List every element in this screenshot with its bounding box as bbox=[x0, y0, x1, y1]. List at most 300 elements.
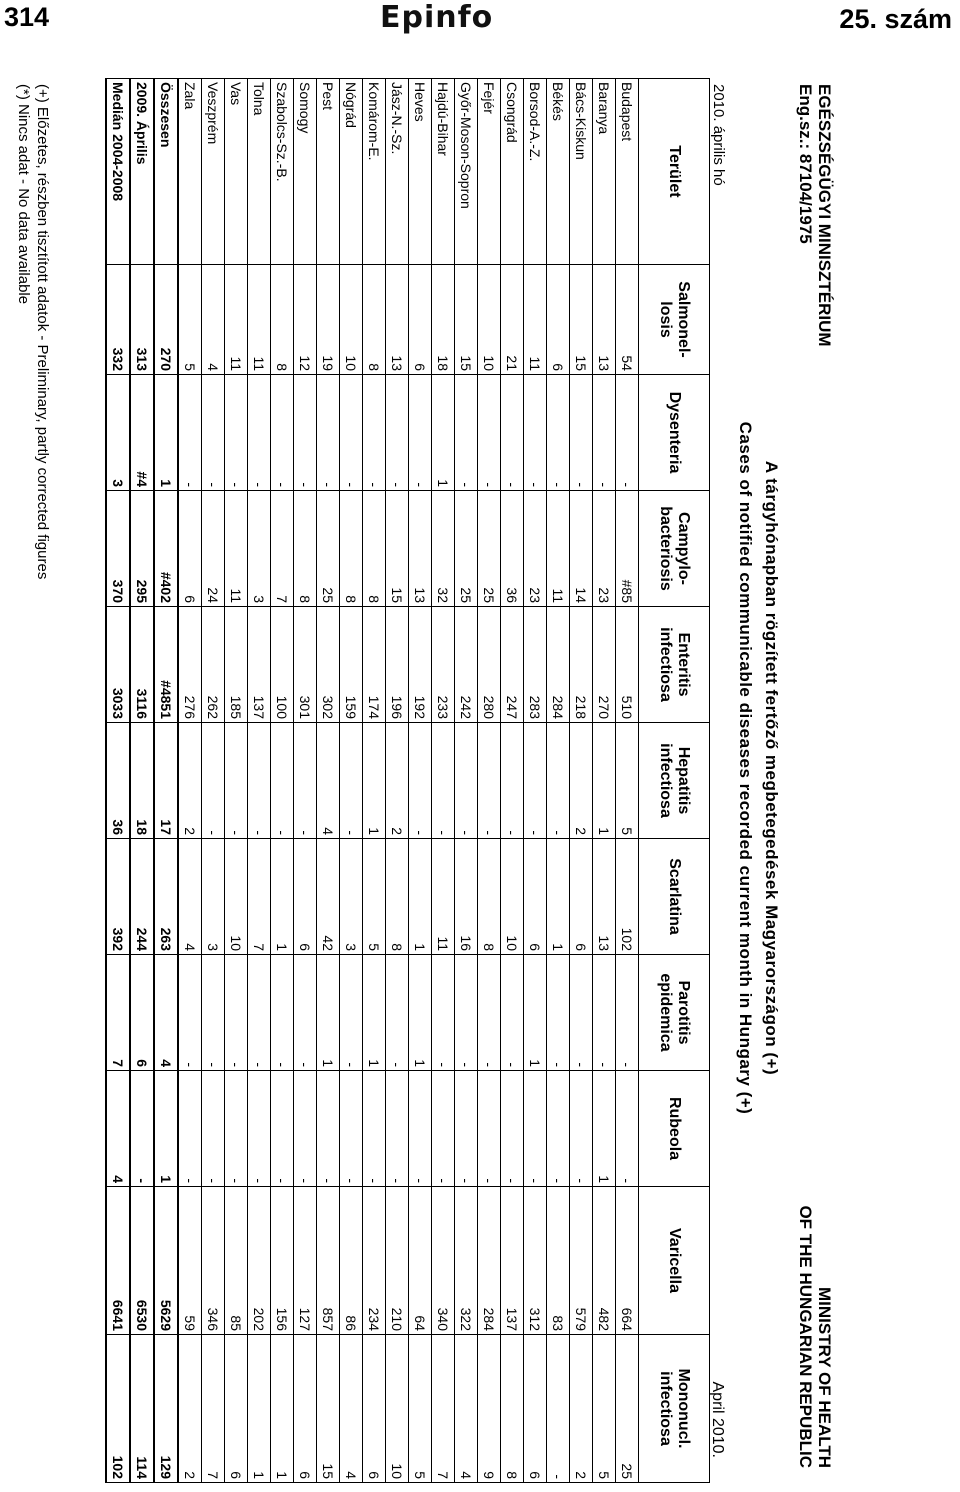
value-cell: 6 bbox=[409, 265, 432, 375]
total-row bbox=[154, 79, 178, 1483]
value-cell: 244 bbox=[130, 839, 154, 955]
value-cell: - bbox=[294, 723, 317, 839]
value-cell: 11 bbox=[225, 265, 248, 375]
table-row bbox=[178, 79, 202, 1483]
table-header-row bbox=[639, 79, 710, 1483]
table-row bbox=[593, 79, 616, 1483]
area-name-cell: Bács-Kiskun bbox=[570, 79, 593, 265]
value-cell: 7 bbox=[271, 491, 294, 607]
value-cell: - bbox=[501, 375, 524, 491]
value-cell: 1 bbox=[593, 1071, 616, 1187]
table-row bbox=[501, 79, 524, 1483]
value-cell: - bbox=[178, 955, 202, 1071]
value-cell: 6 bbox=[524, 839, 547, 955]
value-cell: - bbox=[248, 955, 271, 1071]
value-cell: #4851 bbox=[154, 607, 178, 723]
value-cell: - bbox=[178, 375, 202, 491]
table-row bbox=[547, 79, 570, 1483]
rotated-document bbox=[0, 44, 960, 1492]
value-cell: 1 bbox=[432, 375, 455, 491]
value-cell: - bbox=[340, 1071, 363, 1187]
value-cell: 270 bbox=[154, 265, 178, 375]
value-cell: 4 bbox=[178, 839, 202, 955]
value-cell: 11 bbox=[524, 265, 547, 375]
value-cell: 137 bbox=[501, 1187, 524, 1335]
area-name-cell: Somogy bbox=[294, 79, 317, 265]
value-cell: 159 bbox=[340, 607, 363, 723]
value-cell: 21 bbox=[501, 265, 524, 375]
table-row bbox=[340, 79, 363, 1483]
value-cell: - bbox=[202, 1071, 225, 1187]
value-cell: 1 bbox=[593, 723, 616, 839]
table-row bbox=[363, 79, 386, 1483]
ministry-en-block bbox=[796, 1205, 834, 1468]
value-cell: - bbox=[455, 955, 478, 1071]
value-cell: - bbox=[409, 1071, 432, 1187]
area-name-cell: Zala bbox=[178, 79, 202, 265]
table-row bbox=[455, 79, 478, 1483]
value-cell: - bbox=[570, 1071, 593, 1187]
area-name-cell: Csongrád bbox=[501, 79, 524, 265]
table-row bbox=[524, 79, 547, 1483]
value-cell: 2 bbox=[178, 723, 202, 839]
value-cell: - bbox=[340, 723, 363, 839]
area-name-cell: Veszprém bbox=[202, 79, 225, 265]
value-cell: 102 bbox=[616, 839, 639, 955]
value-cell: - bbox=[570, 375, 593, 491]
value-cell: 1 bbox=[154, 375, 178, 491]
footnote-no-data: (*) Nincs adat - No data available bbox=[15, 84, 32, 305]
journal-logo: Epinfo bbox=[380, 0, 494, 35]
value-cell: 312 bbox=[524, 1187, 547, 1335]
value-cell: - bbox=[547, 1071, 570, 1187]
value-cell: 280 bbox=[478, 607, 501, 723]
area-name-cell: Győr-Moson-Sopron bbox=[455, 79, 478, 265]
value-cell: 9 bbox=[478, 1335, 501, 1483]
value-cell: 302 bbox=[317, 607, 340, 723]
value-cell: 5 bbox=[363, 839, 386, 955]
value-cell: 5629 bbox=[154, 1187, 178, 1335]
ministry-hu-block bbox=[796, 84, 834, 347]
value-cell: 4 bbox=[154, 955, 178, 1071]
value-cell: - bbox=[409, 723, 432, 839]
value-cell: 10 bbox=[386, 1335, 409, 1483]
area-name-cell: Heves bbox=[409, 79, 432, 265]
value-cell: 192 bbox=[409, 607, 432, 723]
value-cell: 10 bbox=[340, 265, 363, 375]
value-cell: - bbox=[271, 375, 294, 491]
value-cell: 6 bbox=[363, 1335, 386, 1483]
value-cell: 370 bbox=[106, 491, 130, 607]
value-cell: - bbox=[455, 375, 478, 491]
value-cell: - bbox=[248, 1071, 271, 1187]
document-title bbox=[732, 44, 784, 1492]
value-cell: 5 bbox=[409, 1335, 432, 1483]
value-cell: 346 bbox=[202, 1187, 225, 1335]
value-cell: 1 bbox=[248, 1335, 271, 1483]
value-cell: 1 bbox=[363, 955, 386, 1071]
column-header: Dysenteria bbox=[639, 375, 710, 491]
value-cell: 8 bbox=[363, 491, 386, 607]
value-cell: 202 bbox=[248, 1187, 271, 1335]
table-row bbox=[248, 79, 271, 1483]
value-cell: 129 bbox=[154, 1335, 178, 1483]
table-row bbox=[570, 79, 593, 1483]
value-cell: 5 bbox=[616, 723, 639, 839]
value-cell: 8 bbox=[340, 491, 363, 607]
title-en: Cases of notified communicable diseases recorded current month in Hungary (+) bbox=[736, 421, 755, 1115]
ministry-en-line-1: MINISTRY OF HEALTH bbox=[815, 1286, 834, 1468]
value-cell: 4 bbox=[340, 1335, 363, 1483]
table-body bbox=[106, 79, 639, 1483]
value-cell: 25 bbox=[317, 491, 340, 607]
value-cell: - bbox=[547, 375, 570, 491]
value-cell: 10 bbox=[501, 839, 524, 955]
value-cell: - bbox=[501, 723, 524, 839]
previous-year-row bbox=[130, 79, 154, 1483]
value-cell: 15 bbox=[455, 265, 478, 375]
value-cell: - bbox=[524, 1071, 547, 1187]
area-name-cell: Fejér bbox=[478, 79, 501, 265]
value-cell: 32 bbox=[432, 491, 455, 607]
value-cell: - bbox=[202, 375, 225, 491]
value-cell: 210 bbox=[386, 1187, 409, 1335]
value-cell: 14 bbox=[570, 491, 593, 607]
value-cell: #4 bbox=[130, 375, 154, 491]
value-cell: 59 bbox=[178, 1187, 202, 1335]
value-cell: 137 bbox=[248, 607, 271, 723]
column-header: Parotitis epidemica bbox=[639, 955, 710, 1071]
value-cell: - bbox=[501, 1071, 524, 1187]
value-cell: 510 bbox=[616, 607, 639, 723]
value-cell: 284 bbox=[478, 1187, 501, 1335]
value-cell: 23 bbox=[593, 491, 616, 607]
value-cell: 17 bbox=[154, 723, 178, 839]
value-cell: - bbox=[271, 723, 294, 839]
value-cell: 3 bbox=[248, 491, 271, 607]
value-cell: - bbox=[294, 375, 317, 491]
area-name-cell: Borsod-A.-Z. bbox=[524, 79, 547, 265]
value-cell: 3116 bbox=[130, 607, 154, 723]
value-cell: - bbox=[478, 955, 501, 1071]
area-name-cell: Medián 2004-2008 bbox=[106, 79, 130, 265]
value-cell: 340 bbox=[432, 1187, 455, 1335]
value-cell: 322 bbox=[455, 1187, 478, 1335]
value-cell: 18 bbox=[130, 723, 154, 839]
value-cell: 15 bbox=[317, 1335, 340, 1483]
value-cell: - bbox=[386, 375, 409, 491]
value-cell: 6530 bbox=[130, 1187, 154, 1335]
value-cell: #85 bbox=[616, 491, 639, 607]
column-header: Mononucl. infectiosa bbox=[639, 1335, 710, 1483]
value-cell: - bbox=[478, 375, 501, 491]
value-cell: - bbox=[455, 1071, 478, 1187]
value-cell: - bbox=[178, 1071, 202, 1187]
value-cell: 11 bbox=[432, 839, 455, 955]
area-name-cell: Tolna bbox=[248, 79, 271, 265]
value-cell: - bbox=[248, 375, 271, 491]
value-cell: 1 bbox=[409, 955, 432, 1071]
value-cell: - bbox=[340, 955, 363, 1071]
value-cell: 114 bbox=[130, 1335, 154, 1483]
value-cell: 233 bbox=[432, 607, 455, 723]
value-cell: - bbox=[386, 955, 409, 1071]
value-cell: 3033 bbox=[106, 607, 130, 723]
value-cell: 6 bbox=[178, 491, 202, 607]
value-cell: 25 bbox=[616, 1335, 639, 1483]
value-cell: 6 bbox=[130, 955, 154, 1071]
value-cell: 1 bbox=[524, 955, 547, 1071]
value-cell: 6 bbox=[225, 1335, 248, 1483]
table-row bbox=[225, 79, 248, 1483]
value-cell: 1 bbox=[363, 723, 386, 839]
value-cell: 1 bbox=[547, 839, 570, 955]
value-cell: 1 bbox=[271, 839, 294, 955]
value-cell: 15 bbox=[570, 265, 593, 375]
value-cell: 6 bbox=[294, 839, 317, 955]
value-cell: 18 bbox=[432, 265, 455, 375]
value-cell: 6 bbox=[294, 1335, 317, 1483]
value-cell: 24 bbox=[202, 491, 225, 607]
value-cell: - bbox=[225, 375, 248, 491]
value-cell: 7 bbox=[202, 1335, 225, 1483]
value-cell: - bbox=[225, 1071, 248, 1187]
table-row bbox=[432, 79, 455, 1483]
value-cell: - bbox=[386, 1071, 409, 1187]
disease-table bbox=[105, 78, 710, 1483]
value-cell: 5 bbox=[593, 1335, 616, 1483]
value-cell: 54 bbox=[616, 265, 639, 375]
value-cell: - bbox=[225, 955, 248, 1071]
value-cell: - bbox=[432, 723, 455, 839]
value-cell: 242 bbox=[455, 607, 478, 723]
table-row bbox=[317, 79, 340, 1483]
value-cell: 13 bbox=[593, 839, 616, 955]
value-cell: - bbox=[616, 955, 639, 1071]
value-cell: 3 bbox=[106, 375, 130, 491]
value-cell: - bbox=[225, 723, 248, 839]
area-name-cell: Jász-N.-Sz. bbox=[386, 79, 409, 265]
value-cell: 247 bbox=[501, 607, 524, 723]
area-name-cell: Vas bbox=[225, 79, 248, 265]
value-cell: 263 bbox=[154, 839, 178, 955]
value-cell: - bbox=[317, 375, 340, 491]
value-cell: 11 bbox=[248, 265, 271, 375]
value-cell: - bbox=[478, 1071, 501, 1187]
value-cell: - bbox=[524, 723, 547, 839]
value-cell: 218 bbox=[570, 607, 593, 723]
value-cell: - bbox=[570, 955, 593, 1071]
value-cell: - bbox=[202, 955, 225, 1071]
value-cell: 1 bbox=[271, 1335, 294, 1483]
value-cell: 196 bbox=[386, 607, 409, 723]
table-row bbox=[202, 79, 225, 1483]
value-cell: 301 bbox=[294, 607, 317, 723]
value-cell: 3 bbox=[202, 839, 225, 955]
value-cell: - bbox=[524, 375, 547, 491]
value-cell: 16 bbox=[455, 839, 478, 955]
value-cell: - bbox=[202, 723, 225, 839]
table-row bbox=[478, 79, 501, 1483]
value-cell: 4 bbox=[455, 1335, 478, 1483]
value-cell: 313 bbox=[130, 265, 154, 375]
column-header: Terület bbox=[639, 79, 710, 265]
value-cell: 10 bbox=[478, 265, 501, 375]
value-cell: 234 bbox=[363, 1187, 386, 1335]
area-name-cell: Komárom-E. bbox=[363, 79, 386, 265]
value-cell: 25 bbox=[478, 491, 501, 607]
table-row bbox=[271, 79, 294, 1483]
value-cell: 42 bbox=[317, 839, 340, 955]
table-row bbox=[386, 79, 409, 1483]
value-cell: 1 bbox=[409, 839, 432, 955]
footnotes bbox=[14, 84, 52, 579]
column-header: Rubeola bbox=[639, 1071, 710, 1187]
value-cell: 19 bbox=[317, 265, 340, 375]
value-cell: 15 bbox=[386, 491, 409, 607]
median-row bbox=[106, 79, 130, 1483]
value-cell: 156 bbox=[271, 1187, 294, 1335]
value-cell: 276 bbox=[178, 607, 202, 723]
value-cell: 4 bbox=[106, 1071, 130, 1187]
value-cell: 4 bbox=[317, 723, 340, 839]
column-header: Campylo-bacteriosis bbox=[639, 491, 710, 607]
value-cell: 85 bbox=[225, 1187, 248, 1335]
registration-number: Eng.sz.: 87104/1975 bbox=[796, 84, 815, 244]
value-cell: - bbox=[294, 1071, 317, 1187]
area-name-cell: Hajdú-Bihar bbox=[432, 79, 455, 265]
column-header: Varicella bbox=[639, 1187, 710, 1335]
area-name-cell: Baranya bbox=[593, 79, 616, 265]
value-cell: - bbox=[294, 955, 317, 1071]
value-cell: 86 bbox=[340, 1187, 363, 1335]
value-cell: 2 bbox=[178, 1335, 202, 1483]
value-cell: - bbox=[432, 955, 455, 1071]
value-cell: 295 bbox=[130, 491, 154, 607]
area-name-cell: Szabolcs-Sz.-B. bbox=[271, 79, 294, 265]
issue-number: 25. szám bbox=[839, 4, 952, 34]
area-name-cell: Nógrád bbox=[340, 79, 363, 265]
value-cell: 1 bbox=[317, 955, 340, 1071]
column-header: Scarlatina bbox=[639, 839, 710, 955]
value-cell: - bbox=[248, 723, 271, 839]
value-cell: 100 bbox=[271, 607, 294, 723]
value-cell: 174 bbox=[363, 607, 386, 723]
value-cell: 7 bbox=[248, 839, 271, 955]
value-cell: 4 bbox=[202, 265, 225, 375]
value-cell: - bbox=[616, 375, 639, 491]
value-cell: 13 bbox=[593, 265, 616, 375]
column-header: Enteritis infectiosa bbox=[639, 607, 710, 723]
value-cell: 5 bbox=[178, 265, 202, 375]
value-cell: - bbox=[547, 723, 570, 839]
value-cell: - bbox=[478, 723, 501, 839]
value-cell: 8 bbox=[501, 1335, 524, 1483]
value-cell: - bbox=[363, 375, 386, 491]
value-cell: 579 bbox=[570, 1187, 593, 1335]
value-cell: 185 bbox=[225, 607, 248, 723]
area-name-cell: Pest bbox=[317, 79, 340, 265]
column-header: Hepatitis infectiosa bbox=[639, 723, 710, 839]
value-cell: 12 bbox=[294, 265, 317, 375]
value-cell: 127 bbox=[294, 1187, 317, 1335]
value-cell: 3 bbox=[340, 839, 363, 955]
value-cell: - bbox=[593, 375, 616, 491]
value-cell: - bbox=[547, 955, 570, 1071]
value-cell: 2 bbox=[570, 723, 593, 839]
value-cell: 6 bbox=[570, 839, 593, 955]
column-header: Salmonel-losis bbox=[639, 265, 710, 375]
value-cell: 857 bbox=[317, 1187, 340, 1335]
value-cell: 2 bbox=[570, 1335, 593, 1483]
value-cell: 11 bbox=[225, 491, 248, 607]
area-name-cell: Békés bbox=[547, 79, 570, 265]
value-cell: 25 bbox=[455, 491, 478, 607]
value-cell: 283 bbox=[524, 607, 547, 723]
title-hu: A tárgyhónapban rögzített fertőző megbetegedések Magyarországon (+) bbox=[762, 460, 781, 1076]
value-cell: 262 bbox=[202, 607, 225, 723]
value-cell: 8 bbox=[478, 839, 501, 955]
value-cell: - bbox=[130, 1071, 154, 1187]
value-cell: #402 bbox=[154, 491, 178, 607]
value-cell: 83 bbox=[547, 1187, 570, 1335]
value-cell: - bbox=[432, 1071, 455, 1187]
value-cell: - bbox=[340, 375, 363, 491]
value-cell: 6 bbox=[524, 1335, 547, 1483]
value-cell: 664 bbox=[616, 1187, 639, 1335]
value-cell: - bbox=[501, 955, 524, 1071]
value-cell: 7 bbox=[432, 1335, 455, 1483]
area-name-cell: 2009. Április bbox=[130, 79, 154, 265]
value-cell: - bbox=[317, 1071, 340, 1187]
page-number: 314 bbox=[4, 2, 50, 32]
value-cell: 8 bbox=[386, 839, 409, 955]
value-cell: - bbox=[455, 723, 478, 839]
period-hu: 2010. április hó bbox=[710, 84, 727, 186]
value-cell: 7 bbox=[106, 955, 130, 1071]
value-cell: 1 bbox=[154, 1071, 178, 1187]
value-cell: 13 bbox=[386, 265, 409, 375]
value-cell: - bbox=[547, 1335, 570, 1483]
value-cell: 23 bbox=[524, 491, 547, 607]
document-page bbox=[0, 44, 960, 1492]
value-cell: 8 bbox=[271, 265, 294, 375]
value-cell: 13 bbox=[409, 491, 432, 607]
footnote-preliminary: (+) Előzetes, részben tisztított adatok - Preliminary, partly corrected figures bbox=[34, 84, 51, 580]
value-cell: - bbox=[271, 955, 294, 1071]
value-cell: 64 bbox=[409, 1187, 432, 1335]
value-cell: 482 bbox=[593, 1187, 616, 1335]
value-cell: 36 bbox=[106, 723, 130, 839]
value-cell: 36 bbox=[501, 491, 524, 607]
value-cell: - bbox=[409, 375, 432, 491]
value-cell: 8 bbox=[363, 265, 386, 375]
value-cell: 392 bbox=[106, 839, 130, 955]
value-cell: 332 bbox=[106, 265, 130, 375]
period-en: April 2010. bbox=[709, 1381, 726, 1458]
value-cell: 2 bbox=[386, 723, 409, 839]
value-cell: - bbox=[363, 1071, 386, 1187]
value-cell: 102 bbox=[106, 1335, 130, 1483]
table-row bbox=[294, 79, 317, 1483]
ministry-en-line-2: OF THE HUNGARIAN REPUBLIC bbox=[796, 1205, 815, 1468]
value-cell: 284 bbox=[547, 607, 570, 723]
table-row bbox=[616, 79, 639, 1483]
value-cell: 11 bbox=[547, 491, 570, 607]
ministry-hu: EGÉSZSÉGÜGYI MINISZTÉRIUM bbox=[815, 84, 834, 347]
value-cell: - bbox=[593, 955, 616, 1071]
table-row bbox=[409, 79, 432, 1483]
